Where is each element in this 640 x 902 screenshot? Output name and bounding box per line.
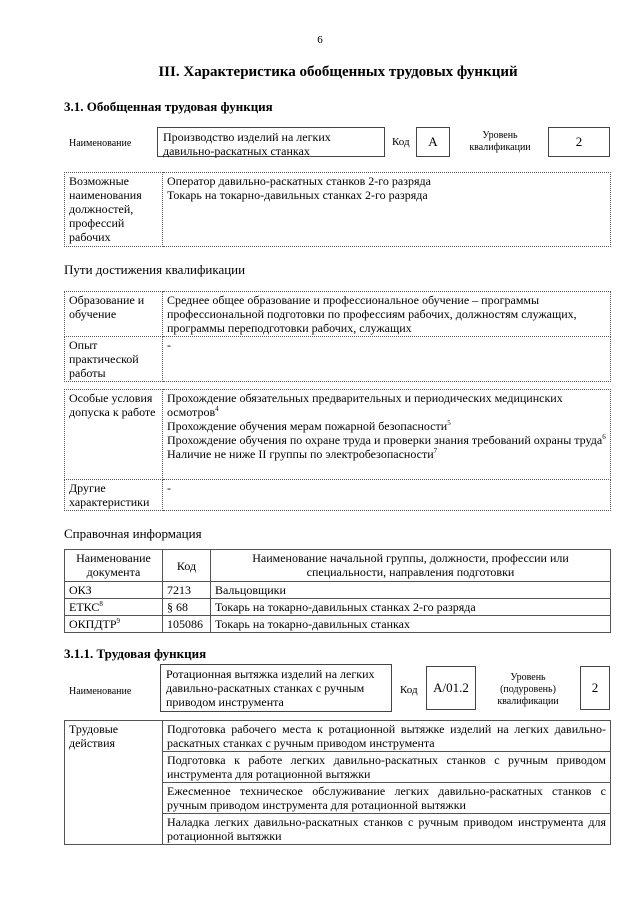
condition-item: Наличие не ниже II группы по электробезопасности$^7$ (167, 447, 438, 461)
education-table (64, 291, 611, 382)
experience-label: Опыт практической работы (65, 337, 163, 382)
table-row: ЕТКС$^8$ § 68 Токарь на токарно-давильных станках 2-го разряда (65, 599, 611, 616)
condition-item: Прохождение обязательных предварительных и периодических медицинских осмотров$^4$ (167, 391, 563, 419)
tf-name-value: Ротационная вытяжка изделий на легких давильно-раскатных станках с ручным приводом инструмента (160, 664, 392, 712)
ref-header-name: Наименование начальной группы, должности, профессии или специальности, направления подготовки (211, 550, 611, 582)
condition-item: Прохождение обучения по охране труда и проверки знания требований охраны труда$^6$ (167, 433, 606, 447)
gtf-code-value: A (416, 127, 450, 157)
subsection-title: 3.1. Обобщенная трудовая функция (64, 99, 273, 114)
table-row: ОКПДТР$^9$ 105086 Токарь на токарно-давильных станках (65, 616, 611, 633)
education-value: Среднее общее образование и профессиональное обучение – программы профессиональной подготовки по профессиям рабочих, должностям служащих, программы переподготовки рабочих, служащих (163, 292, 611, 337)
labor-action: Подготовка рабочего места к ротационной вытяжке изделий на легких давильно-раскатных станках с ручным приводом инструмента (163, 721, 611, 752)
position-line: Токарь на токарно-давильных станках 2-го разряда (167, 188, 428, 202)
labor-actions-label: Трудовые действия (65, 721, 163, 845)
conditions-table (64, 389, 611, 511)
conditions-label: Особые условия допуска к работе (65, 390, 163, 480)
tf-code-label: Код (400, 684, 418, 696)
tf-level-label: Уровень (подуровень) квалификации (497, 672, 559, 707)
labor-action: Ежесменное техническое обслуживание легких давильно-раскатных станков с ручным приводом инструмента для ротационной вытяжки (163, 783, 611, 814)
ref-header-doc: Наименование документа (65, 550, 163, 582)
positions-label: Возможные наименования должностей, профессий рабочих (65, 173, 163, 247)
positions-table (64, 172, 611, 247)
experience-value: - (163, 337, 611, 382)
other-value: - (163, 480, 611, 511)
ref-header-code: Код (163, 550, 211, 582)
table-row: ОКЗ 7213 Вальцовщики (65, 582, 611, 599)
gtf-code-label: Код (392, 136, 410, 148)
labor-action: Наладка легких давильно-раскатных станков с ручным приводом инструмента для ротационной вытяжки (163, 814, 611, 845)
section-title: III. Характеристика обобщенных трудовых функций (158, 64, 518, 80)
gtf-level-value: 2 (548, 127, 610, 157)
paths-title: Пути достижения квалификации (64, 262, 246, 277)
page-number: 6 (317, 34, 323, 46)
tf-code-value: A/01.2 (426, 666, 476, 710)
condition-item: Прохождение обучения мерам пожарной безопасности$^5$ (167, 419, 451, 433)
reference-table (64, 549, 611, 633)
labor-actions-table (64, 720, 611, 845)
tf-name-label: Наименование (69, 686, 132, 697)
other-label: Другие характеристики (65, 480, 163, 511)
gtf-name-value: Производство изделий на легких давильно-раскатных станках (157, 127, 385, 157)
position-line: Оператор давильно-раскатных станков 2-го разряда (167, 174, 431, 188)
tf-level-value: 2 (580, 666, 610, 710)
tf-title: 3.1.1. Трудовая функция (64, 646, 207, 661)
gtf-level-label: Уровень квалификации (469, 130, 531, 153)
labor-action: Подготовка к работе легких давильно-раскатных станков с ручным приводом инструмента для ротационной вытяжки (163, 752, 611, 783)
gtf-name-label: Наименование (69, 138, 132, 149)
education-label: Образование и обучение (65, 292, 163, 337)
reference-title: Справочная информация (64, 526, 202, 541)
